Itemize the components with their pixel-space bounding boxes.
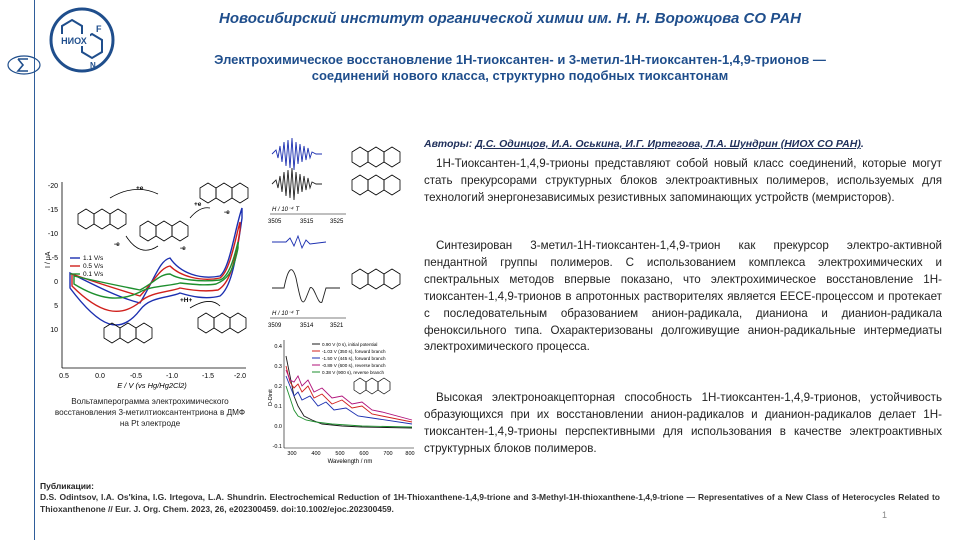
institute-name: Новосибирский институт органической химии им. Н. Н. Ворожцова СО РАН <box>219 10 801 27</box>
uv-ytick: -0.1 <box>272 444 282 450</box>
cv-annotation: -e <box>114 241 120 248</box>
uv-ytick: 0.1 <box>274 404 282 410</box>
cv-xticks <box>59 373 246 380</box>
authors-end: . <box>860 138 864 150</box>
uv-legend-item: 0.38 V (900 s), reverse branch <box>322 370 385 375</box>
uv-spectrum-figure <box>262 336 418 466</box>
uv-xtick: 800 <box>405 451 415 457</box>
uv-legend-item: -1.03 V (350 s), forward branch <box>322 349 386 354</box>
epr-top-tick: 3525 <box>330 219 344 225</box>
logo-text: НИОХ <box>61 36 87 46</box>
authors-line <box>424 138 944 150</box>
epr-mid-tick: 3509 <box>268 323 282 329</box>
cv-ytick: 0 <box>54 279 58 286</box>
epr-top-tick: 3505 <box>268 219 282 225</box>
page-number: 1 <box>882 510 888 520</box>
cv-annotation: -e <box>224 209 230 216</box>
uv-xtick: 500 <box>335 451 345 457</box>
epr-mid-tick: 3521 <box>330 323 344 329</box>
cv-xtick: 0.5 <box>59 373 69 380</box>
uv-ylabel: D-Dinit <box>268 389 274 406</box>
uv-xticks <box>287 451 414 457</box>
cv-annotation: -e <box>180 245 186 252</box>
cv-xtick: -1.0 <box>165 373 179 380</box>
cv-legend-item: 0.1 V/s <box>83 271 104 278</box>
epr-mid-tick: 3514 <box>300 323 314 329</box>
cv-annotation: +H+ <box>180 297 193 304</box>
cv-ytick: -5 <box>51 255 58 262</box>
uv-structure <box>354 378 390 394</box>
cv-xtick: 0.0 <box>95 373 105 380</box>
uv-legend-item: -1.50 V (445 s), forward branch <box>322 356 386 361</box>
title-line-1: Электрохимическое восстановление 1H-тиоксантен- и 3-метил-1H-тиоксантен-1,4,9-трионов — <box>214 52 826 67</box>
cv-legend-item: 0.5 V/s <box>83 263 104 270</box>
cv-ytick: 10 <box>50 327 58 334</box>
epr-top-ticks <box>268 219 344 225</box>
cv-caption: Вольтамперограмма электрохимического восстановления 3-метилтиоксантентриона в ДМФ на Pt электроде <box>54 397 246 428</box>
logo-letter-f: F <box>96 24 102 34</box>
cv-annotation: +e <box>136 185 144 192</box>
uv-legend-item: -0.89 V (600 s), reverse branch <box>322 363 386 368</box>
uv-legend <box>312 342 386 375</box>
epr-top-tick: 3515 <box>300 219 314 225</box>
uv-legend-item: 0.90 V (0 s), initial potential <box>322 342 378 347</box>
cv-legend <box>70 255 104 278</box>
epr-spectrum-top <box>266 132 416 228</box>
title-line-2: соединений нового класса, структурно подобных тиоксантонам <box>311 68 729 83</box>
epr-top-xlabel: H / 10⁻⁴ T <box>272 207 300 213</box>
uv-ytick: 0.2 <box>274 384 282 390</box>
institute-logo <box>48 6 116 74</box>
cv-ytick: -15 <box>47 207 58 214</box>
uv-xlabel: Wavelength / nm <box>327 459 373 465</box>
logo-letter-n: N <box>90 61 96 70</box>
epr-spectrum-mid <box>266 228 416 332</box>
cv-ytick: -10 <box>47 231 58 238</box>
paragraph-synthesis: Синтезирован 3-метил-1H-тиоксантен-1,4,9-трион как прекурсор электро-активной пендантной группы полимеров. С использованием комплекса электрохимических и спектральных методов впервые показано, что электрохимическое восстановление 1H-тиоксантен-1,4,9-трионов в апротонных растворителях является EECE-процессом и протекает с последовательным образованием анион-радикала, дианиона и дианион-радикала феноксильного типа. Охарактеризованы долгоживущие анион-радикальные интермедиаты электрохимического процесса. <box>424 239 942 354</box>
cv-annotation: +e <box>194 201 202 208</box>
paragraph-conclusion: Высокая электроноакцепторная способность 1H-тиоксантен-1,4,9-трионов, устойчивость образующихся при их восстановлении анион-радикалов и дианион-радикалов делает 1H-тиоксантен-1,4,9-трионы перспективными для использования в качестве электроактивных структурных блоков полимеров. <box>424 391 942 455</box>
cv-xtick: -0.5 <box>129 373 143 380</box>
cv-figure <box>40 178 260 390</box>
publications-label: Публикации: <box>40 481 94 491</box>
authors-names: Д.С. Одинцов, И.А. Оськина, И.Г. Иртегова, Л.А. Шундрин (НИОХ СО РАН) <box>475 138 861 150</box>
uv-xtick: 700 <box>383 451 393 457</box>
sigma-logo-icon <box>6 54 42 76</box>
epr-mid-ticks <box>268 323 344 329</box>
publication-citation: D.S. Odintsov, I.A. Os'kina, I.G. Irtegova, L.A. Shundrin. Electrochemical Reduction of 1H-Thioxanthene-1,4,9-trione and 3-Methyl-1H-thioxanthene-1,4,9-trione — Representatives of a New Class of Heterocycles Related to Thioxanthenone // Eur. J. Org. Chem. 2023, 26, e202300459. doi:10.1002/ejoc.202300459. <box>40 492 940 514</box>
cv-ytick: 5 <box>54 303 58 310</box>
cv-legend-item: 1.1 V/s <box>83 255 104 262</box>
authors-label: Авторы: <box>424 138 476 150</box>
uv-ytick: 0.4 <box>274 344 282 350</box>
cv-annotations <box>114 185 230 304</box>
poster-title <box>120 52 920 84</box>
uv-ytick: 0.0 <box>274 424 282 430</box>
cv-ylabel: I / μA <box>45 251 52 268</box>
uv-xtick: 400 <box>311 451 321 457</box>
epr-mid-xlabel: H / 10⁻⁴ T <box>272 311 300 317</box>
cv-xtick: -1.5 <box>201 373 215 380</box>
left-divider-line <box>34 0 35 540</box>
uv-xtick: 300 <box>287 451 297 457</box>
cv-xlabel: E / V (vs Hg/Hg2Cl2) <box>117 381 187 390</box>
cv-xtick: -2.0 <box>233 373 247 380</box>
uv-ytick: 0.3 <box>274 364 282 370</box>
uv-xtick: 600 <box>359 451 369 457</box>
cv-ytick: -20 <box>47 183 58 190</box>
paragraph-intro: 1H-Тиоксантен-1,4,9-трионы представляют собой новый класс соединений, которые могут стать прекурсорами структурных блоков электроактивных полимеров, используемых для технологий энергонезависимых резистивных запоминающих устройств (мемристоров). <box>424 157 942 204</box>
